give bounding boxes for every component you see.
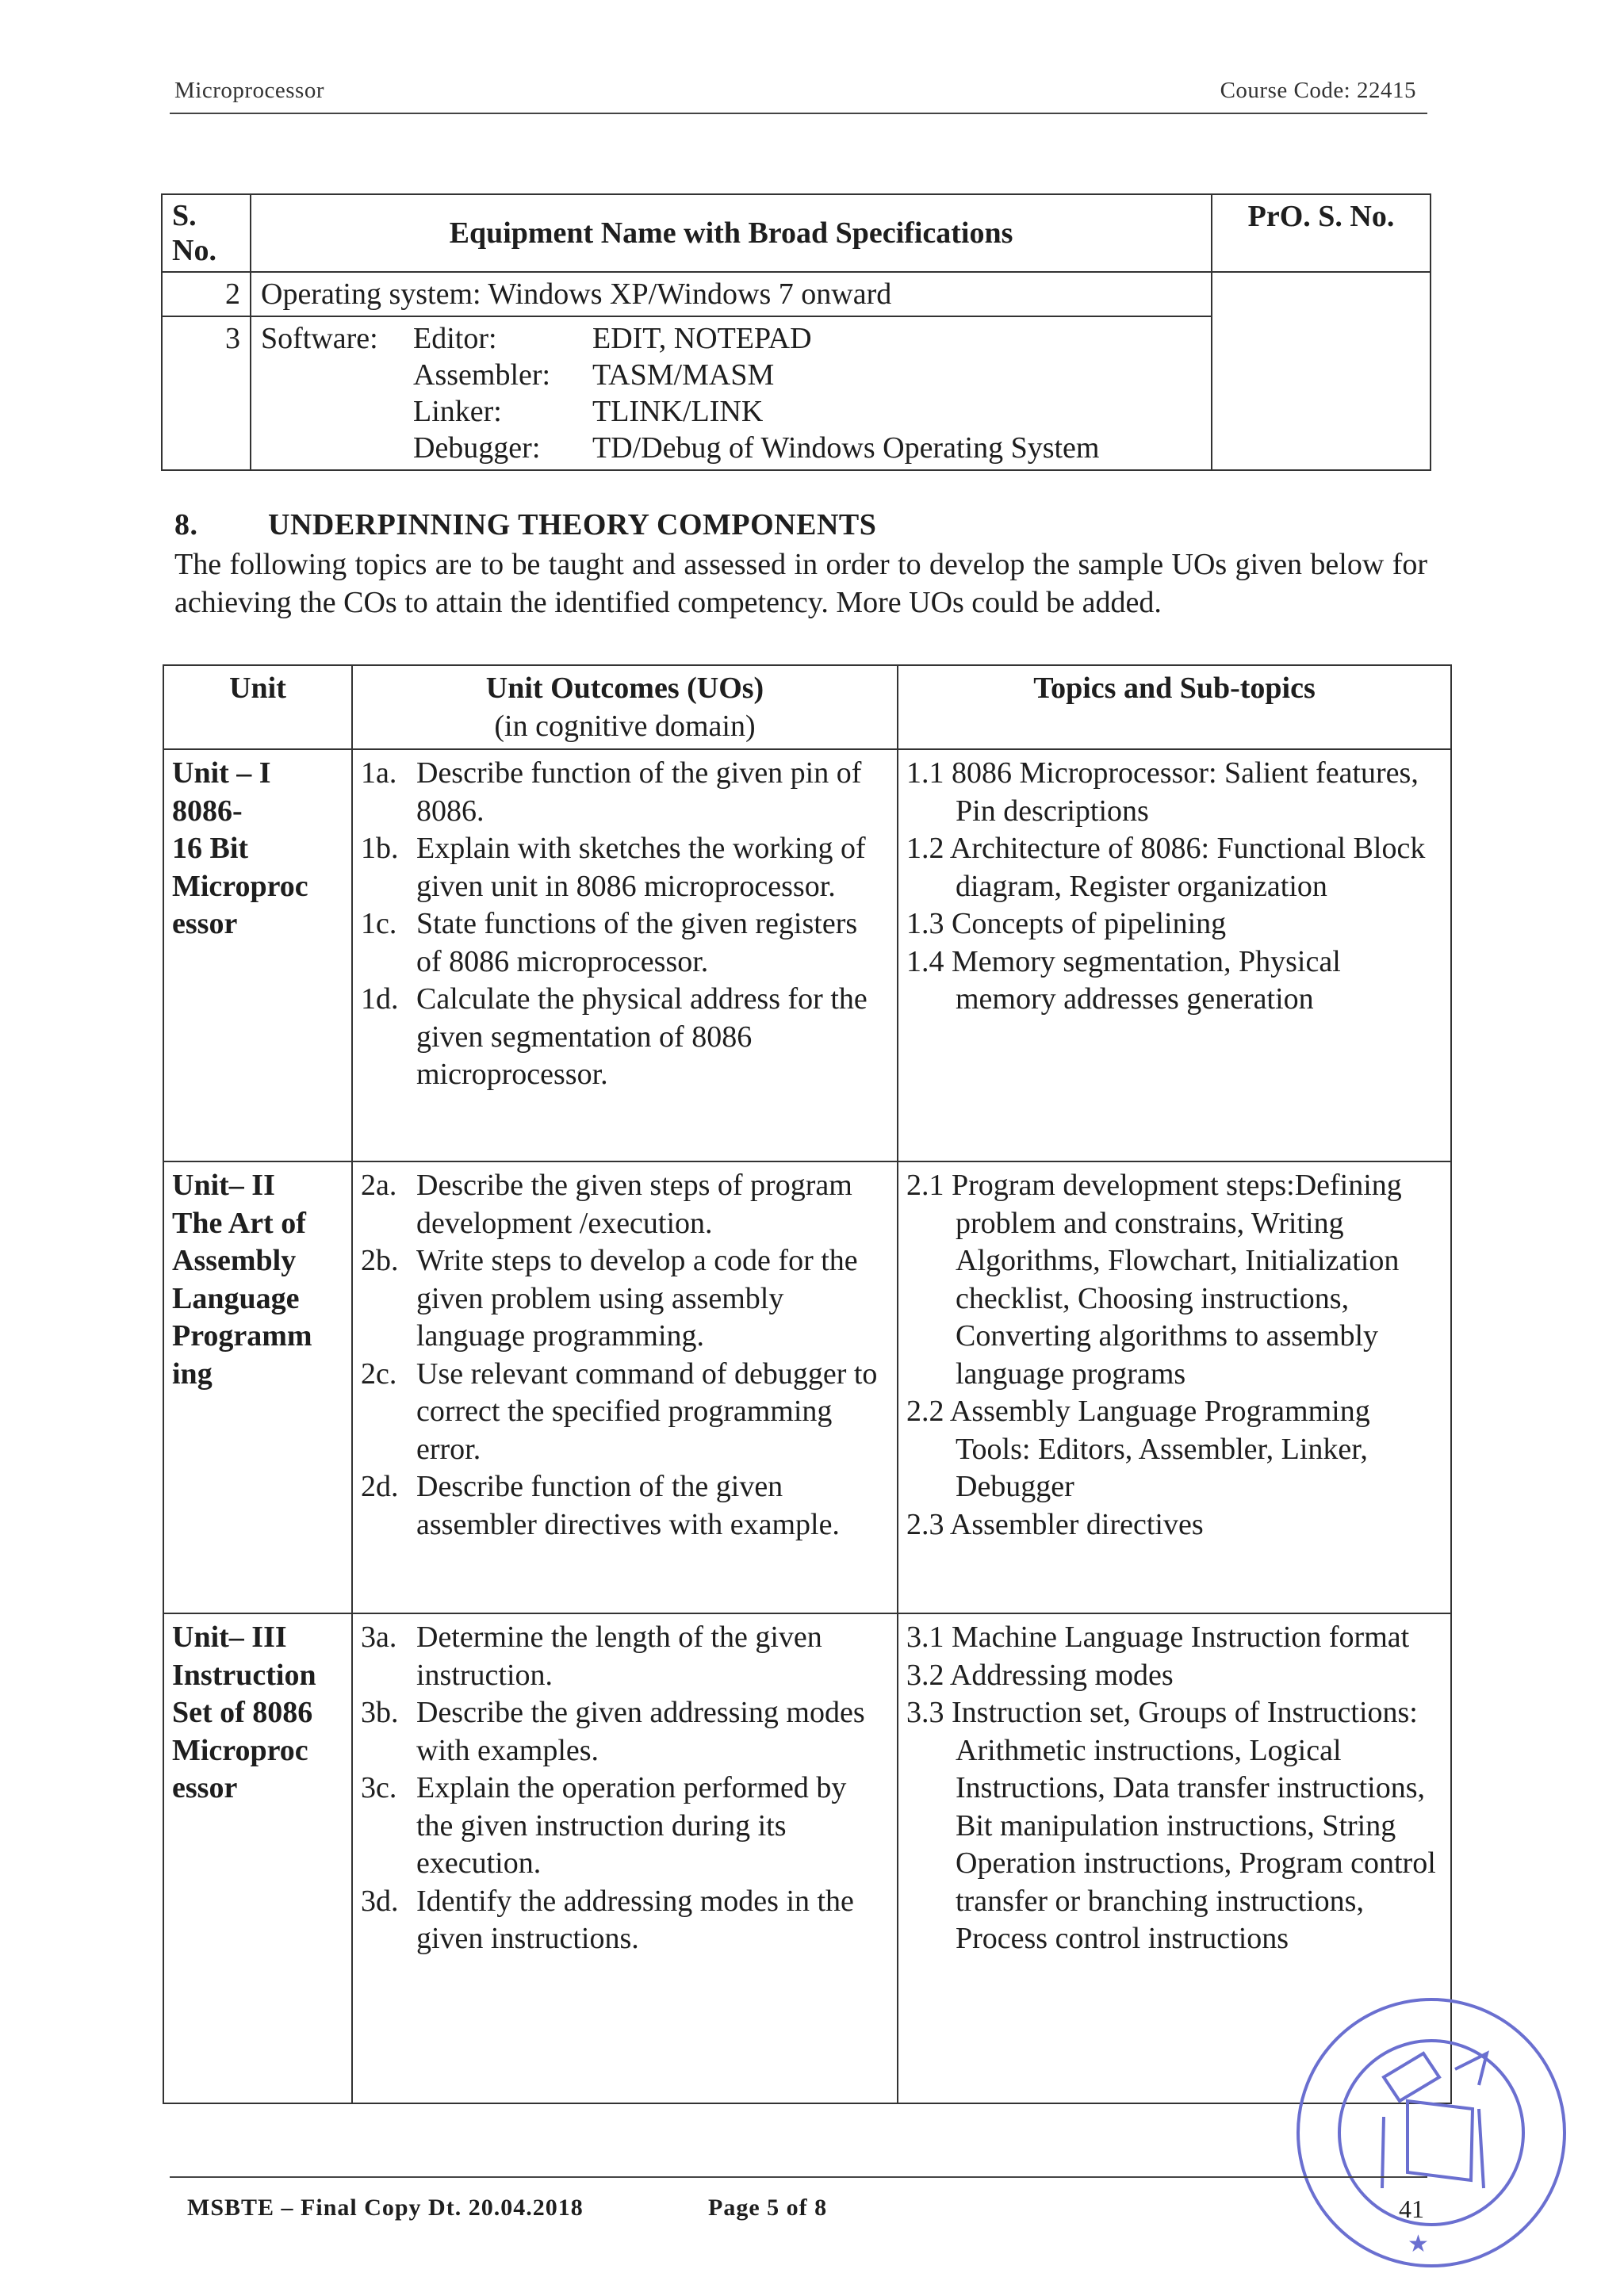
- outcome-text: Determine the length of the given instruction.: [416, 1621, 822, 1692]
- unit-row: [163, 1161, 1451, 1613]
- unit-outcomes-cell: [352, 1613, 898, 2103]
- uo-header-outcomes: [352, 665, 898, 749]
- unit-name-line: Unit – I: [172, 756, 271, 790]
- outcome-item: [361, 1356, 889, 1469]
- outcome-item: [361, 1468, 889, 1544]
- unit-name-line: Microproc: [172, 1733, 308, 1767]
- outcome-text: Write steps to develop a code for the given problem using assembly language programming.: [416, 1244, 858, 1353]
- software-key: Debugger:: [413, 431, 541, 465]
- equipment-header-name: Equipment Name with Broad Specifications: [251, 194, 1212, 272]
- footer-copy-date: MSBTE – Final Copy Dt. 20.04.2018: [187, 2195, 584, 2221]
- outcome-text: Describe function of the given assembler directives with example.: [416, 1470, 840, 1541]
- seal-emblem-book: [1408, 2101, 1473, 2180]
- unit-name-line: Unit– III: [172, 1621, 287, 1654]
- uo-header-outcomes-title: Unit Outcomes (UOs): [485, 672, 764, 705]
- outcome-key: 1d.: [361, 982, 399, 1016]
- uo-header-topics: Topics and Sub-topics: [898, 665, 1451, 749]
- unit-name-line: 8086-: [172, 794, 243, 828]
- seal-emblem-cap: [1384, 2053, 1439, 2101]
- outcome-key: 3a.: [361, 1621, 397, 1654]
- unit-name-line: 16 Bit: [172, 832, 249, 865]
- equipment-row: [162, 272, 1431, 316]
- software-value: TLINK/LINK: [592, 395, 764, 428]
- outcome-key: 3b.: [361, 1696, 399, 1729]
- outcome-text: Calculate the physical address for the given segmentation of 8086 microprocessor.: [416, 982, 868, 1091]
- section-title: UNDERPINNING THEORY COMPONENTS: [268, 508, 877, 541]
- topic-item: 1.3 Concepts of pipelining: [906, 907, 1227, 940]
- equipment-table: [161, 193, 1431, 471]
- header-rule: [170, 113, 1427, 114]
- outcome-key: 3d.: [361, 1884, 399, 1918]
- outcome-key: 1a.: [361, 756, 397, 790]
- unit-name-line: Language: [172, 1281, 300, 1315]
- seal-emblem-flag: [1455, 2053, 1487, 2085]
- header-course-name: Microprocessor: [174, 78, 325, 103]
- topic-item: 2.1 Program development steps:Defining problem and constrains, Writing Algorithms, Flowchart, Initialization checklist, Choosing instructions, Converting algorithms to assembly language programs: [906, 1169, 1402, 1391]
- header-course-code: Course Code: 22415: [1220, 78, 1416, 103]
- unit-topics-cell: [898, 1161, 1451, 1613]
- outcome-text: Explain the operation performed by the given instruction during its execution.: [416, 1771, 847, 1880]
- uo-header-unit: Unit: [163, 665, 352, 749]
- unit-name-line: Set of 8086: [172, 1696, 313, 1729]
- msbte-seal-stamp: [1289, 1990, 1574, 2275]
- outcome-key: 2c.: [361, 1357, 397, 1391]
- unit-row: [163, 749, 1451, 1161]
- outcome-item: [361, 905, 889, 981]
- outcome-key: 3c.: [361, 1771, 397, 1804]
- unit-outcomes-cell: [352, 749, 898, 1161]
- outcome-item: [361, 1770, 889, 1883]
- uo-header-row: [163, 665, 1451, 749]
- topic-item: 2.3 Assembler directives: [906, 1507, 1204, 1541]
- equipment-row-sno: 2: [162, 272, 251, 316]
- uo-header-outcomes-sub: (in cognitive domain): [494, 710, 756, 743]
- unit-name-line: essor: [172, 1771, 238, 1804]
- outcome-item: [361, 1619, 889, 1694]
- outcome-text: Identify the addressing modes in the given instructions.: [416, 1884, 854, 1955]
- unit-name-line: Programm: [172, 1319, 312, 1353]
- topic-item: 3.3 Instruction set, Groups of Instructions: Arithmetic instructions, Logical Instructions, Data transfer instructions, Bit manipulation instructions, String Operation instructions, Program control transfer or branching instructions, Process control instructions: [906, 1696, 1436, 1955]
- topic-item: 3.1 Machine Language Instruction format: [906, 1621, 1410, 1654]
- outcome-key: 1b.: [361, 832, 399, 865]
- equipment-header-row: [162, 194, 1431, 272]
- topic-item: 1.4 Memory segmentation, Physical memory addresses generation: [906, 944, 1341, 1016]
- outcome-key: 2b.: [361, 1244, 399, 1277]
- topic-item: 2.2 Assembly Language Programming Tools: Editors, Assembler, Linker, Debugger: [906, 1395, 1370, 1503]
- equipment-row-sno: 3: [162, 316, 251, 470]
- outcome-key: 1c.: [361, 907, 397, 940]
- unit-outcomes-cell: [352, 1161, 898, 1613]
- equipment-pro-cell: [1212, 272, 1431, 470]
- topic-item: 1.2 Architecture of 8086: Functional Block diagram, Register organization: [906, 832, 1426, 903]
- outcome-text: Use relevant command of debugger to correct the specified programming error.: [416, 1357, 878, 1466]
- outcome-item: [361, 830, 889, 905]
- equipment-header-pro: PrO. S. No.: [1212, 194, 1431, 272]
- outcome-item: [361, 755, 889, 830]
- outcome-item: [361, 1242, 889, 1356]
- outcome-text: Describe the given steps of program development /execution.: [416, 1169, 852, 1240]
- outcome-text: Explain with sketches the working of given unit in 8086 microprocessor.: [416, 832, 866, 903]
- unit-name-line: The Art of: [172, 1206, 306, 1240]
- equipment-row-text: Operating system: Windows XP/Windows 7 onward: [251, 272, 1212, 316]
- equipment-header-sno: S. No.: [162, 194, 251, 272]
- software-value: TD/Debug of Windows Operating System: [592, 431, 1100, 465]
- outcome-key: 2a.: [361, 1169, 397, 1202]
- footer-sheet-number: 41: [1399, 2195, 1424, 2223]
- outcome-text: Describe the given addressing modes with examples.: [416, 1696, 865, 1767]
- seal-inner-ring: [1339, 2041, 1523, 2225]
- software-key: Editor:: [413, 322, 497, 355]
- unit-name-cell: [163, 1613, 352, 2103]
- section-heading: [174, 507, 876, 542]
- seal-star-icon: ★: [1408, 2230, 1429, 2258]
- unit-name-line: Microproc: [172, 869, 308, 903]
- topic-item: 3.2 Addressing modes: [906, 1658, 1174, 1692]
- outcome-key: 2d.: [361, 1470, 399, 1503]
- outcome-item: [361, 1167, 889, 1242]
- software-value: TASM/MASM: [592, 358, 775, 392]
- unit-name-line: ing: [172, 1357, 213, 1391]
- section-number: 8.: [174, 508, 198, 541]
- unit-row: [163, 1613, 1451, 2103]
- unit-name-line: Unit– II: [172, 1169, 275, 1202]
- footer-rule: [170, 2176, 1427, 2178]
- outcome-text: Describe function of the given pin of 8086.: [416, 756, 862, 828]
- software-key: Linker:: [413, 395, 502, 428]
- outcome-text: State functions of the given registers of 8086 microprocessor.: [416, 907, 858, 978]
- unit-outcomes-table: [163, 664, 1452, 2104]
- outcome-item: [361, 981, 889, 1094]
- topic-item: 1.1 8086 Microprocessor: Salient features, Pin descriptions: [906, 756, 1419, 828]
- unit-name-line: Instruction: [172, 1658, 316, 1692]
- section-intro: The following topics are to be taught and assessed in order to develop the sample UOs given below for achieving the COs to attain the identified competency. More UOs could be added.: [174, 548, 1427, 619]
- software-value: EDIT, NOTEPAD: [592, 322, 812, 355]
- unit-name-line: Assembly: [172, 1244, 297, 1277]
- unit-name-line: essor: [172, 907, 238, 940]
- software-cell: [251, 316, 1212, 470]
- footer-page-number: Page 5 of 8: [708, 2195, 828, 2221]
- software-label: Software:: [261, 322, 378, 355]
- outcome-item: [361, 1694, 889, 1770]
- unit-name-cell: [163, 749, 352, 1161]
- outcome-item: [361, 1883, 889, 1958]
- unit-topics-cell: [898, 749, 1451, 1161]
- unit-name-cell: [163, 1161, 352, 1613]
- software-key: Assembler:: [413, 358, 551, 392]
